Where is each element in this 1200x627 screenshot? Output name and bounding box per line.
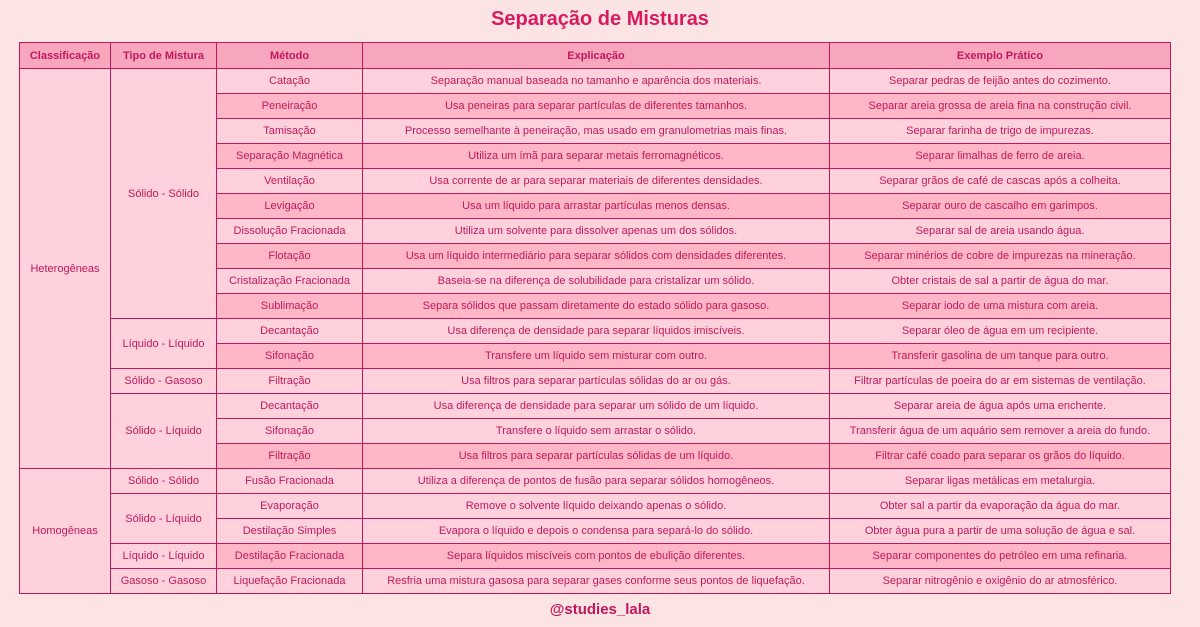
method-cell: Cristalização Fracionada <box>217 269 363 294</box>
explanation-cell: Utiliza a diferença de pontos de fusão para separar sólidos homogêneos. <box>363 469 830 494</box>
example-cell: Separar minérios de cobre de impurezas na mineração. <box>830 244 1171 269</box>
explanation-cell: Usa filtros para separar partículas sólidas do ar ou gás. <box>363 369 830 394</box>
table-row <box>20 494 1171 519</box>
method-cell: Dissolução Fracionada <box>217 219 363 244</box>
example-cell: Separar sal de areia usando água. <box>830 219 1171 244</box>
method-cell: Destilação Simples <box>217 519 363 544</box>
explanation-cell: Transfere um líquido sem misturar com outro. <box>363 344 830 369</box>
example-cell: Obter água pura a partir de uma solução de água e sal. <box>830 519 1171 544</box>
example-cell: Separar grãos de café de cascas após a colheita. <box>830 169 1171 194</box>
method-cell: Tamisação <box>217 119 363 144</box>
mixture-type-cell: Líquido - Líquido <box>111 544 217 569</box>
method-cell: Evaporação <box>217 494 363 519</box>
example-cell: Separar óleo de água em um recipiente. <box>830 319 1171 344</box>
method-cell: Sublimação <box>217 294 363 319</box>
example-cell: Separar componentes do petróleo em uma refinaria. <box>830 544 1171 569</box>
method-cell: Separação Magnética <box>217 144 363 169</box>
example-cell: Separar pedras de feijão antes do cozimento. <box>830 69 1171 94</box>
example-cell: Separar areia de água após uma enchente. <box>830 394 1171 419</box>
example-cell: Filtrar partículas de poeira do ar em sistemas de ventilação. <box>830 369 1171 394</box>
explanation-cell: Usa filtros para separar partículas sólidas de um líquido. <box>363 444 830 469</box>
example-cell: Separar ouro de cascalho em garimpos. <box>830 194 1171 219</box>
method-cell: Ventilação <box>217 169 363 194</box>
example-cell: Separar nitrogênio e oxigênio do ar atmosférico. <box>830 569 1171 594</box>
header-classificacao: Classificação <box>20 43 111 69</box>
example-cell: Separar limalhas de ferro de areia. <box>830 144 1171 169</box>
method-cell: Catação <box>217 69 363 94</box>
mixture-type-cell: Sólido - Gasoso <box>111 369 217 394</box>
explanation-cell: Usa corrente de ar para separar materiais de diferentes densidades. <box>363 169 830 194</box>
header-metodo: Método <box>217 43 363 69</box>
explanation-cell: Remove o solvente líquido deixando apenas o sólido. <box>363 494 830 519</box>
example-cell: Obter cristais de sal a partir de água do mar. <box>830 269 1171 294</box>
example-cell: Separar iodo de uma mistura com areia. <box>830 294 1171 319</box>
method-cell: Flotação <box>217 244 363 269</box>
method-cell: Filtração <box>217 369 363 394</box>
table-row <box>20 569 1171 594</box>
mixture-type-cell: Líquido - Líquido <box>111 319 217 369</box>
explanation-cell: Usa um líquido intermediário para separar sólidos com densidades diferentes. <box>363 244 830 269</box>
table-row <box>20 469 1171 494</box>
classification-cell: Heterogêneas <box>20 69 111 469</box>
table-row <box>20 369 1171 394</box>
page-title: Separação de Misturas <box>491 8 709 30</box>
example-cell: Separar ligas metálicas em metalurgia. <box>830 469 1171 494</box>
explanation-cell: Usa diferença de densidade para separar líquidos imiscíveis. <box>363 319 830 344</box>
table-row <box>20 69 1171 94</box>
explanation-cell: Evapora o líquido e depois o condensa para separá-lo do sólido. <box>363 519 830 544</box>
method-cell: Decantação <box>217 319 363 344</box>
mixture-type-cell: Gasoso - Gasoso <box>111 569 217 594</box>
method-cell: Destilação Fracionada <box>217 544 363 569</box>
table-row <box>20 394 1171 419</box>
explanation-cell: Separa sólidos que passam diretamente do estado sólido para gasoso. <box>363 294 830 319</box>
explanation-cell: Usa um líquido para arrastar partículas menos densas. <box>363 194 830 219</box>
explanation-cell: Resfria uma mistura gasosa para separar gases conforme seus pontos de liquefação. <box>363 569 830 594</box>
example-cell: Transferir água de um aquário sem remover a areia do fundo. <box>830 419 1171 444</box>
explanation-cell: Baseia-se na diferença de solubilidade para cristalizar um sólido. <box>363 269 830 294</box>
method-cell: Decantação <box>217 394 363 419</box>
explanation-cell: Processo semelhante à peneiração, mas usado em granulometrias mais finas. <box>363 119 830 144</box>
separation-methods-table <box>19 42 1171 594</box>
explanation-cell: Usa diferença de densidade para separar um sólido de um líquido. <box>363 394 830 419</box>
mixture-type-cell: Sólido - Sólido <box>111 69 217 319</box>
table-header-row <box>20 43 1171 69</box>
author-handle: @studies_lala <box>549 601 651 618</box>
example-cell: Filtrar café coado para separar os grãos do líquido. <box>830 444 1171 469</box>
method-cell: Sifonação <box>217 419 363 444</box>
mixture-type-cell: Sólido - Líquido <box>111 494 217 544</box>
method-cell: Peneiração <box>217 94 363 119</box>
classification-cell: Homogêneas <box>20 469 111 594</box>
example-cell: Obter sal a partir da evaporação da água do mar. <box>830 494 1171 519</box>
table-row <box>20 544 1171 569</box>
table-row <box>20 319 1171 344</box>
header-explicacao: Explicação <box>363 43 830 69</box>
explanation-cell: Transfere o líquido sem arrastar o sólido. <box>363 419 830 444</box>
example-cell: Separar areia grossa de areia fina na construção civil. <box>830 94 1171 119</box>
explanation-cell: Separa líquidos miscíveis com pontos de ebulição diferentes. <box>363 544 830 569</box>
explanation-cell: Separação manual baseada no tamanho e aparência dos materiais. <box>363 69 830 94</box>
explanation-cell: Utiliza um solvente para dissolver apenas um dos sólidos. <box>363 219 830 244</box>
method-cell: Sifonação <box>217 344 363 369</box>
explanation-cell: Utiliza um ímã para separar metais ferromagnéticos. <box>363 144 830 169</box>
explanation-cell: Usa peneiras para separar partículas de diferentes tamanhos. <box>363 94 830 119</box>
method-cell: Liquefação Fracionada <box>217 569 363 594</box>
example-cell: Transferir gasolina de um tanque para outro. <box>830 344 1171 369</box>
header-tipo-de-mistura: Tipo de Mistura <box>111 43 217 69</box>
method-cell: Levigação <box>217 194 363 219</box>
header-exemplo-pratico: Exemplo Prático <box>830 43 1171 69</box>
method-cell: Fusão Fracionada <box>217 469 363 494</box>
mixture-type-cell: Sólido - Líquido <box>111 394 217 469</box>
example-cell: Separar farinha de trigo de impurezas. <box>830 119 1171 144</box>
mixture-type-cell: Sólido - Sólido <box>111 469 217 494</box>
method-cell: Filtração <box>217 444 363 469</box>
